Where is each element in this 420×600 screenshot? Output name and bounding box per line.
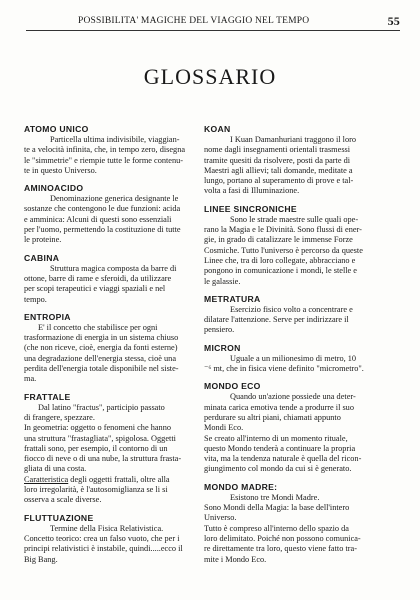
definition-line: una struttura "frastagliata", spigolosa. Oggetti <box>24 433 176 443</box>
definition-line: re direttamente tra loro, questo viene fatto tra- <box>204 544 357 554</box>
definition-line: Struttura magica composta da barre di <box>50 263 177 273</box>
definition-line: Sono Mondi della Magia: la base dell'intero <box>204 503 350 513</box>
definition-line: vita, ma la tendenza naturale è quella del ricon- <box>204 454 362 464</box>
definition-line: dilatare l'attenzione. Serve per indirizzare il <box>204 315 349 325</box>
definition-line: e amminica: Alcuni di questi sono essenziali <box>24 214 172 224</box>
glossary-entry <box>204 381 380 474</box>
definition-line: questo Mondo tenderà a continuare la propria <box>204 443 356 453</box>
definition-line: le "simmetrie" e riempie tutte le forme contenu- <box>24 155 184 165</box>
definition-line: lungo, portano al superamento di prove e tal- <box>204 176 354 186</box>
glossary-term: LINEE SINCRONICHE <box>204 203 297 214</box>
definition-line: Mondi Eco. <box>204 423 244 433</box>
glossary-entry <box>204 124 380 197</box>
definition-line: loro irregolarità, è l'autosomiglianza se li si <box>24 485 168 495</box>
definition-line: Dal latino "fractus", participio passato <box>38 402 165 412</box>
page-number: 55 <box>387 14 400 28</box>
definition-line: te a velocità infinita, che, in tempo zero, disegna <box>24 145 186 155</box>
glossary-entry <box>24 513 196 565</box>
glossary-term: AMINOACIDO <box>24 183 84 194</box>
definition-line: Denominazione generica designante le <box>50 194 179 204</box>
glossary-entry <box>24 253 196 305</box>
glossary-entry <box>24 183 196 245</box>
definition-line: di frangere, spezzare. <box>24 412 95 422</box>
definition-line: pongono in comunicazione i mondi, le stelle e <box>204 266 357 276</box>
definition-line: perdita dell'energia totale disponibile nel siste- <box>24 364 179 374</box>
definition-line: Cosmiche. Tutto l'universo è percorso da queste <box>204 245 363 255</box>
glossary-term: METRATURA <box>204 293 261 304</box>
glossary-term: CABINA <box>24 252 60 263</box>
page-title: GLOSSARIO <box>143 64 277 89</box>
definition-line: ottone, barre di rame e sferoidi, da utilizzare <box>24 273 172 283</box>
definition-line: minata carica emotiva tende a produrre il suo <box>204 402 354 412</box>
definition-line: rano la Magia e le Divinità. Sono flussi di ener- <box>204 225 362 235</box>
left-column <box>24 124 196 572</box>
definition-line: volta a fasi di Illuminazione. <box>204 186 300 196</box>
definition-line: le proteine. <box>24 235 62 245</box>
definition-line: Uguale a un milionesimo di metro, 10 <box>230 353 357 363</box>
definition-line: Tutto è compreso all'interno dello spazio da <box>204 523 349 533</box>
definition-line: trasformazione di energia in un sistema chiuso <box>24 333 179 343</box>
definition-line: Big Bang. <box>24 554 58 564</box>
definition-line: Concetto teorico: crea un falso vuoto, che per i <box>24 533 180 543</box>
glossary-term: KOAN <box>204 124 231 134</box>
definition-line: gie, in grado di catalizzare le immense Forze <box>204 235 353 245</box>
right-column <box>204 124 380 572</box>
definition-line: perdurare su altri piani, chiamati appunto <box>204 412 341 422</box>
running-header <box>26 12 400 31</box>
definition-line: per l'uomo, permettendo la costituzione di tutte <box>24 225 181 235</box>
definition-line: mite i Mondo Eco. <box>204 554 267 564</box>
glossary-entry <box>204 343 380 375</box>
definition-line: Termine della Fisica Relativistica. <box>50 523 164 533</box>
definition-line: Quando un'azione possiede una deter- <box>230 392 356 402</box>
glossary-term: MICRON <box>204 342 241 353</box>
definition-line: ⁻⁶ mt, che in fisica viene definito "micrometro". <box>204 364 364 374</box>
definition-line: Caratteristica degli oggetti frattali, oltre alla <box>24 474 170 484</box>
definition-line: nome dagli insegnamenti orientali trasmessi <box>204 145 351 155</box>
definition-line: le galassie. <box>204 276 241 286</box>
definition-line: loro delimitato. Poiché non possono comunica- <box>204 533 361 543</box>
definition-line: In geometria: oggetto o fenomeni che hanno <box>24 423 171 433</box>
header-title: POSSIBILITA' MAGICHE DEL VIAGGIO NEL TEMPO <box>78 16 310 26</box>
glossary-entry <box>204 294 380 336</box>
definition-line: Esercizio fisico volto a concentrare e <box>230 304 353 314</box>
definition-line: frattali sono, per esempio, il contorno di un <box>24 443 168 453</box>
definition-line: tempo. <box>24 294 47 304</box>
glossary-entry <box>24 124 196 176</box>
definition-line: Particella ultima indivisibile, viaggian- <box>50 135 180 144</box>
definition-line: pensiero. <box>204 325 235 335</box>
glossary-entry <box>24 312 196 385</box>
glossary-term: ENTROPIA <box>24 311 71 322</box>
glossary-entry <box>204 482 380 565</box>
glossary-term: FLUTTUAZIONE <box>24 512 94 523</box>
definition-line: Maestri agli allievi; tali domande, meditate a <box>204 165 353 175</box>
definition-line: gliata di una costa. <box>24 464 87 474</box>
glossary-entry <box>204 204 380 287</box>
definition-line: principi relativistici è instabile, quindi.....ecco il <box>24 544 183 554</box>
definition-line: (che non riceve, cioè, energia da fonti esterne) <box>24 343 178 353</box>
definition-line: E' il concetto che stabilisce per ogni <box>38 322 158 332</box>
definition-line: Universo. <box>204 513 237 523</box>
definition-line: sostanze che contengono le due funzioni: acida <box>24 204 181 214</box>
definition-line: giungimento col mondo da cui si è generato. <box>204 464 352 474</box>
definition-line: fiocco di neve o di una nube, la struttura frasta- <box>24 454 182 464</box>
glossary-term: FRATTALE <box>24 391 71 402</box>
glossary-entry <box>24 392 196 506</box>
glossary-term: ATOMO UNICO <box>24 124 89 134</box>
definition-line: per scopi terapeutici e viaggi spaziali e nel <box>24 284 166 294</box>
definition-line: Linee che, tra di loro collegate, abbracciano e <box>204 255 356 265</box>
definition-line: Sono le strade maestre sulle quali ope- <box>230 214 359 224</box>
definition-line: Esistono tre Mondi Madre. <box>230 492 320 502</box>
definition-line: una degradazione dell'energia stessa, cioè una <box>24 353 177 363</box>
glossary-term: MONDO MADRE: <box>204 481 278 492</box>
definition-line: te in questo Universo. <box>24 165 97 175</box>
definition-line: I Kuan Damanhuriani traggono il loro <box>230 135 357 144</box>
glossary-term: MONDO ECO <box>204 381 261 392</box>
definition-line: ma. <box>24 374 37 384</box>
definition-line: Se creato all'interno di un momento rituale, <box>204 433 348 443</box>
definition-line: tramite quesiti da risolvere, posti da parte di <box>204 155 351 165</box>
definition-line: osserva a scale diverse. <box>24 495 102 505</box>
